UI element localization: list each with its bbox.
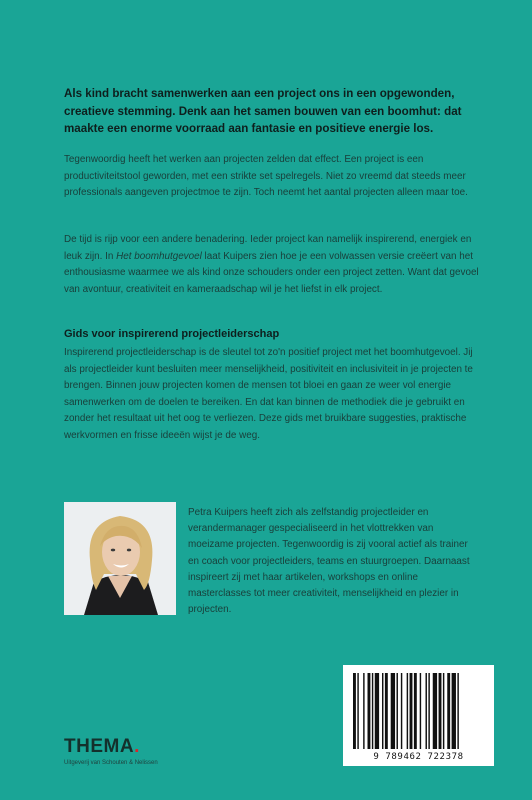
author-photo bbox=[64, 502, 176, 615]
intro-paragraph: Als kind bracht samenwerken aan een project ons in een opgewonden, creatieve stemming. Denk aan het samen bouwen van een boomhut: dat maakte een enorme voorraad aan fantasie en positieve energie los. bbox=[64, 87, 462, 135]
barcode-bars bbox=[343, 665, 494, 766]
isbn-number: 9 789462 722378 bbox=[373, 752, 464, 762]
author-portrait-image bbox=[64, 502, 176, 615]
body-paragraph-3: Inspirerend projectleiderschap is de sleutel tot zo'n positief project met het boomhutgevoel. Jij als projectleider kunt besluiten meer menselijkheid, positiviteit en inclusiviteit in je projecten te brengen. Binnen jouw projecten komen de mensen tot bloei en gaan ze weer vol energie samenwerken om de doelen te bereiken. En dat kan binnen de methodiek die je gebruikt en zonder het resultaat uit het oog te verliezen. Deze gids met bruikbare suggesties, praktische werkvormen en frisse ideeën wijst je de weg. bbox=[64, 347, 473, 441]
book-title-italic: Het boomhutgevoel bbox=[116, 250, 202, 262]
section-heading: Gids voor inspirerend projectleiderschap bbox=[64, 328, 280, 340]
publisher-tagline: Uitgeverij van Schouten & Nelissen bbox=[64, 760, 158, 766]
publisher-logo-dot: . bbox=[134, 736, 140, 757]
body-paragraph-2 bbox=[64, 232, 484, 298]
publisher-name: THEMA bbox=[64, 736, 135, 757]
body-paragraph-1: Tegenwoordig heeft het werken aan projecten zelden dat effect. Een project is een productiviteitstool geworden, met een strikte set spelregels. Niet zo vreemd dat steeds meer professionals aangeven projectmoe te zijn. Toch neemt het aantal projecten alleen maar toe. bbox=[64, 154, 468, 198]
publisher-logo bbox=[64, 736, 140, 758]
author-bio: Petra Kuipers heeft zich als zelfstandig projectleider en verandermanager gespecialiseerd in het vlottrekken van moeizame projecten. Tegenwoordig is zij vooral actief als trainer en coach voor projectleiders, teams en stuurgroepen. Daarnaast inspireert zij met haar artikelen, workshops en online masterclasses tot meer creativiteit, menselijkheid en plezier in projecten. bbox=[188, 507, 470, 616]
paragraph-2-start: De tijd is rijp voor een andere benadering. Ieder project kan namelijk inspirerend, energiek en leuk zijn. In bbox=[64, 234, 472, 262]
paragraph-2-end: laat Kuipers zien hoe je een volwassen versie creëert van het enthousiasme waarmee we als kind onze schouders onder een project zetten. Want dat gevoel van avontuur, creativiteit en kameraadschap wil je het liefst in elk project. bbox=[64, 250, 479, 295]
isbn-barcode bbox=[343, 665, 494, 766]
